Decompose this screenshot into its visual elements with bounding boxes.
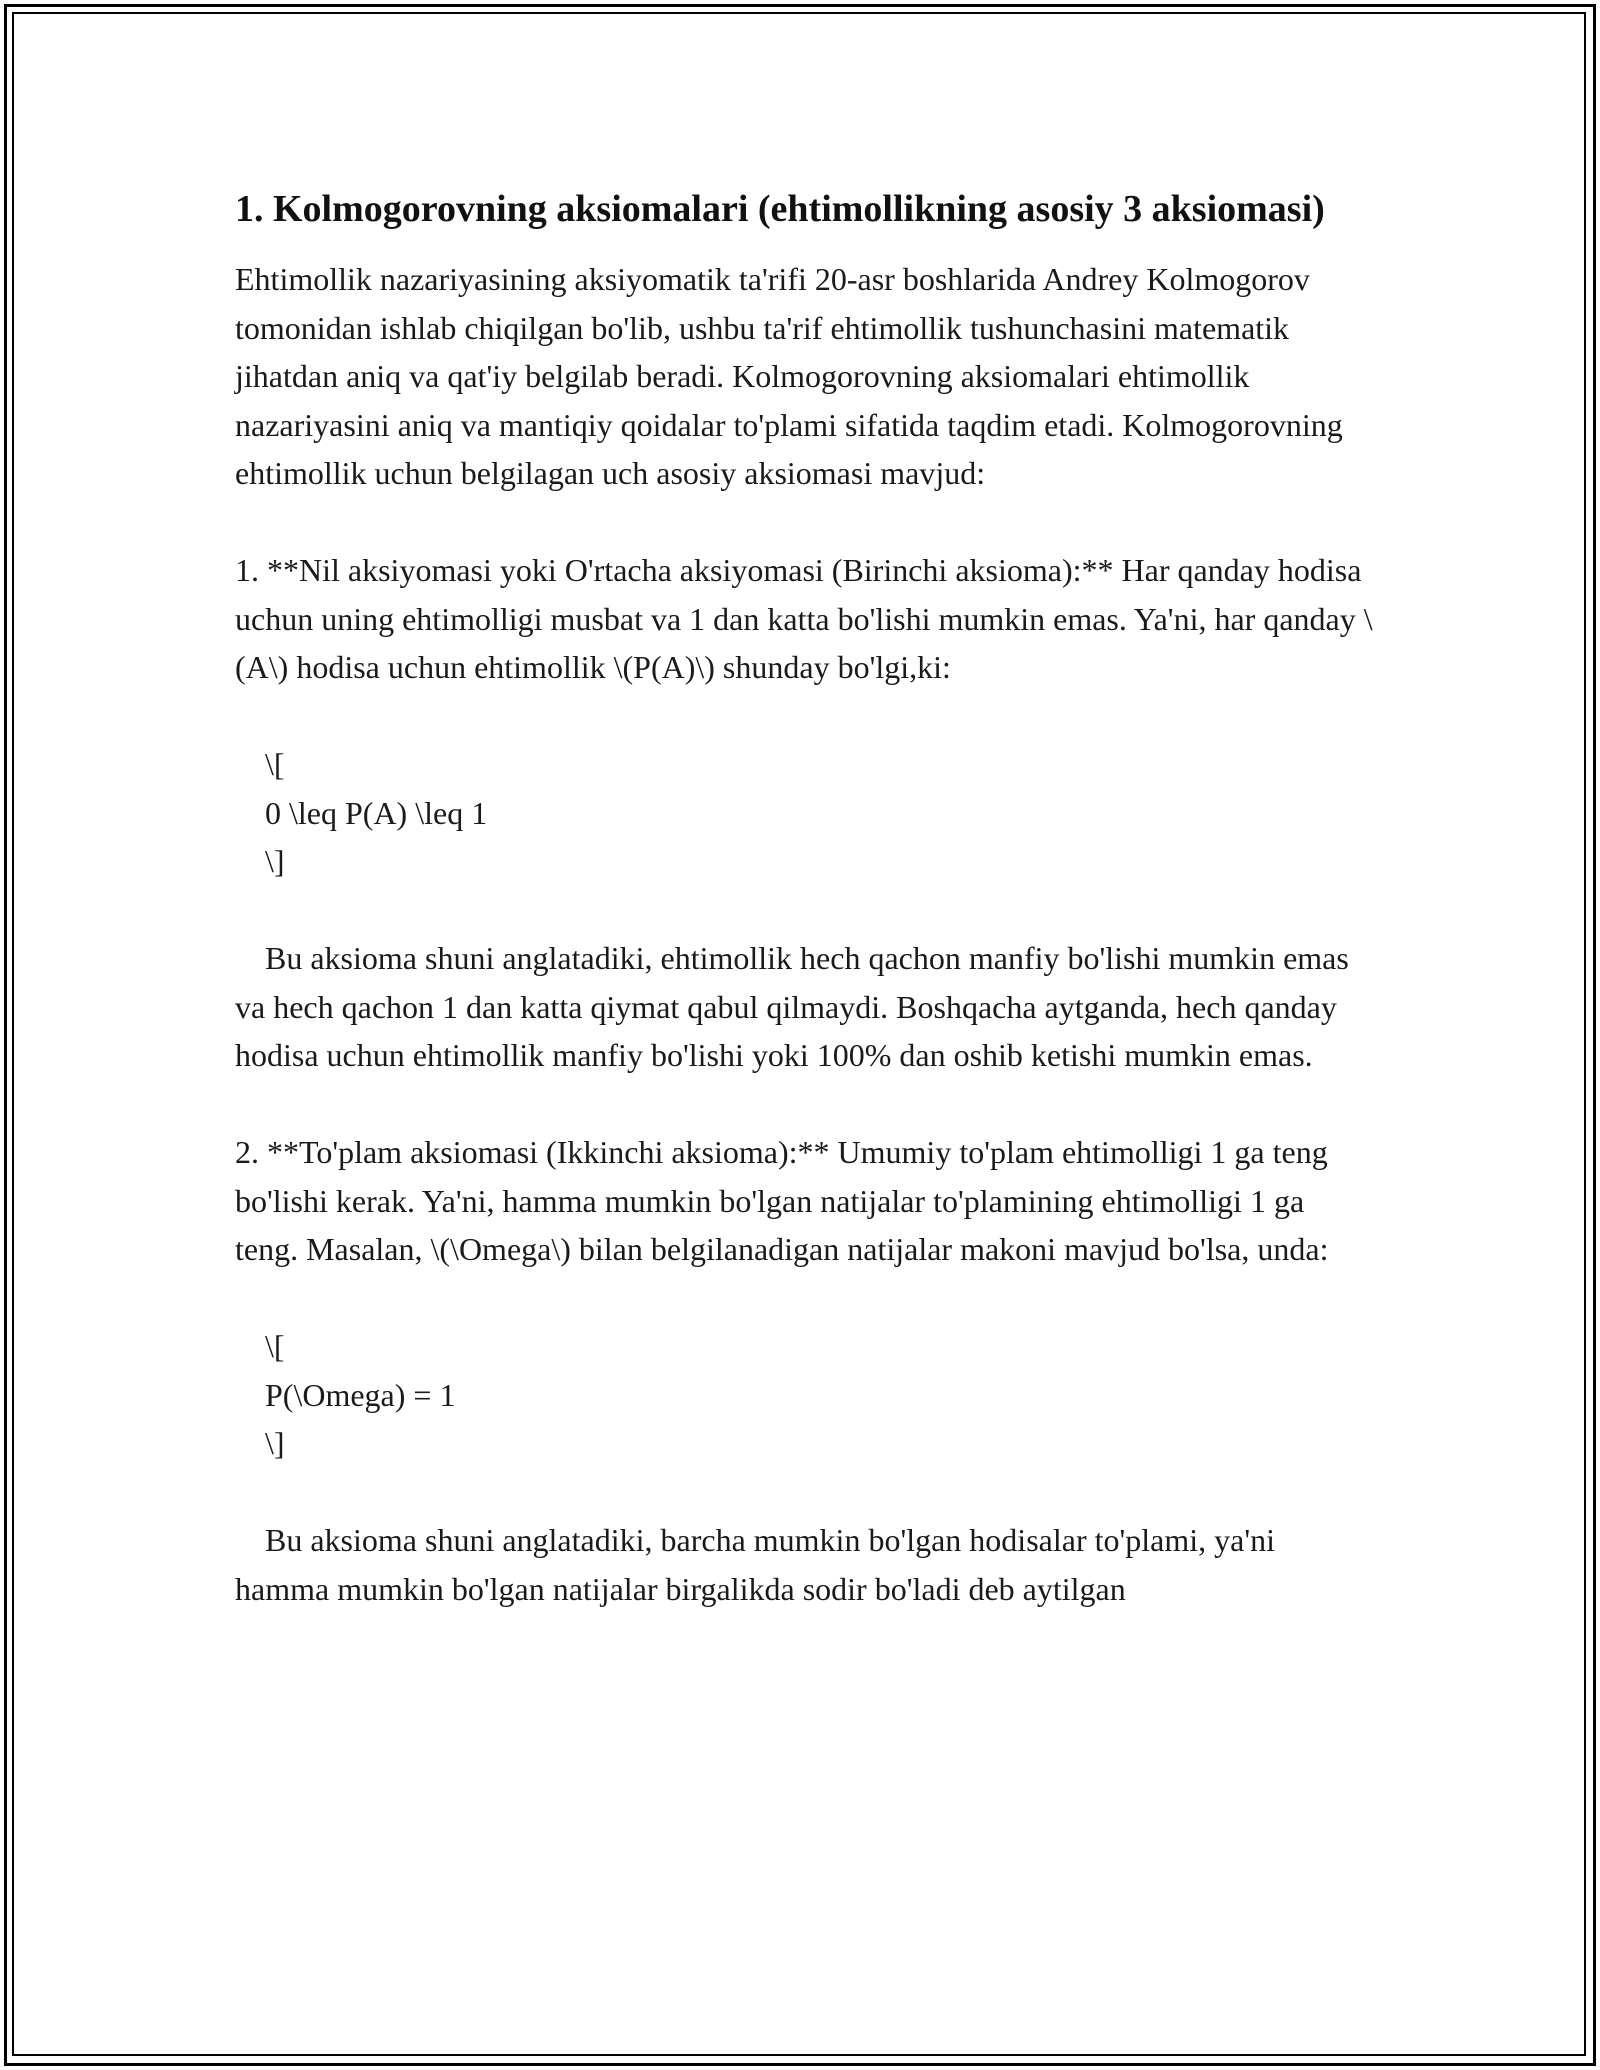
blank-line: [235, 1274, 1375, 1323]
intro-paragraph: Ehtimollik nazariyasining aksiyomatik ta'rifi 20-asr boshlarida Andrey Kolmogorov tomonidan ishlab chiqilgan bo'lib, ushbu ta'rif ehtimollik tushunchasini matematik jihatdan aniq va qat'iy belgilab beradi. Kolmogorovning aksiomalari ehtimollik nazariyasini aniq va mantiqiy qoidalar to'plami sifatida taqdim etadi. Kolmogorovning ehtimollik uchun belgilagan uch asosiy aksiomasi mavjud:: [235, 261, 1343, 491]
blank-line: [235, 1080, 1375, 1129]
document-body: [235, 183, 1375, 1613]
blank-line: [235, 886, 1375, 935]
axiom2-formula-close: \]: [265, 1425, 285, 1461]
axiom1-formula-close: \]: [265, 843, 285, 879]
axiom2-explanation: [235, 1516, 1375, 1613]
axiom1-explanation-text: Bu aksioma shuni anglatadiki, ehtimollik hech qachon manfiy bo'lishi mumkin emas va hech qachon 1 dan katta qiymat qabul qilmaydi. Boshqacha aytganda, hech qanday hodisa uchun ehtimollik manfiy bo'lishi yoki 100% dan oshib ketishi mumkin emas.: [235, 940, 1349, 1073]
axiom1-explanation: [235, 934, 1375, 1080]
axiom2-formula: P(\Omega) = 1: [265, 1376, 456, 1413]
axiom2-formula-open: \[: [265, 1328, 285, 1364]
axiom1-statement: 1. **Nil aksiyomasi yoki O'rtacha aksiyomasi (Birinchi aksioma):** Har qanday hodisa uchun uning ehtimolligi musbat va 1 dan katta bo'lishi mumkin emas. Ya'ni, har qanday \(A\) hodisa uchun ehtimollik \(P(A)\) shunday bo'lgi,ki:: [235, 552, 1373, 685]
axiom1-formula-open: \[: [265, 746, 285, 782]
blank-line: [235, 1468, 1375, 1517]
blank-line: [235, 498, 1375, 547]
blank-line: [235, 692, 1375, 741]
axiom1-formula: 0 \leq P(A) \leq 1: [265, 794, 488, 831]
axiom2-explanation-text: Bu aksioma shuni anglatadiki, barcha mumkin bo'lgan hodisalar to'plami, ya'ni hamma mumkin bo'lgan natijalar birgalikda sodir bo'ladi deb aytilgan: [235, 1522, 1275, 1607]
axiom2-statement: 2. **To'plam aksiomasi (Ikkinchi aksioma):** Umumiy to'plam ehtimolligi 1 ga teng bo'lishi kerak. Ya'ni, hamma mumkin bo'lgan natijalar to'plamining ehtimolligi 1 ga teng. Masalan, \(\Omega\) bilan belgilanadigan natijalar makoni mavjud bo'lsa, unda:: [235, 1134, 1329, 1267]
section-heading: 1. Kolmogorovning aksiomalari (ehtimollikning asosiy 3 aksiomasi): [235, 188, 1325, 230]
